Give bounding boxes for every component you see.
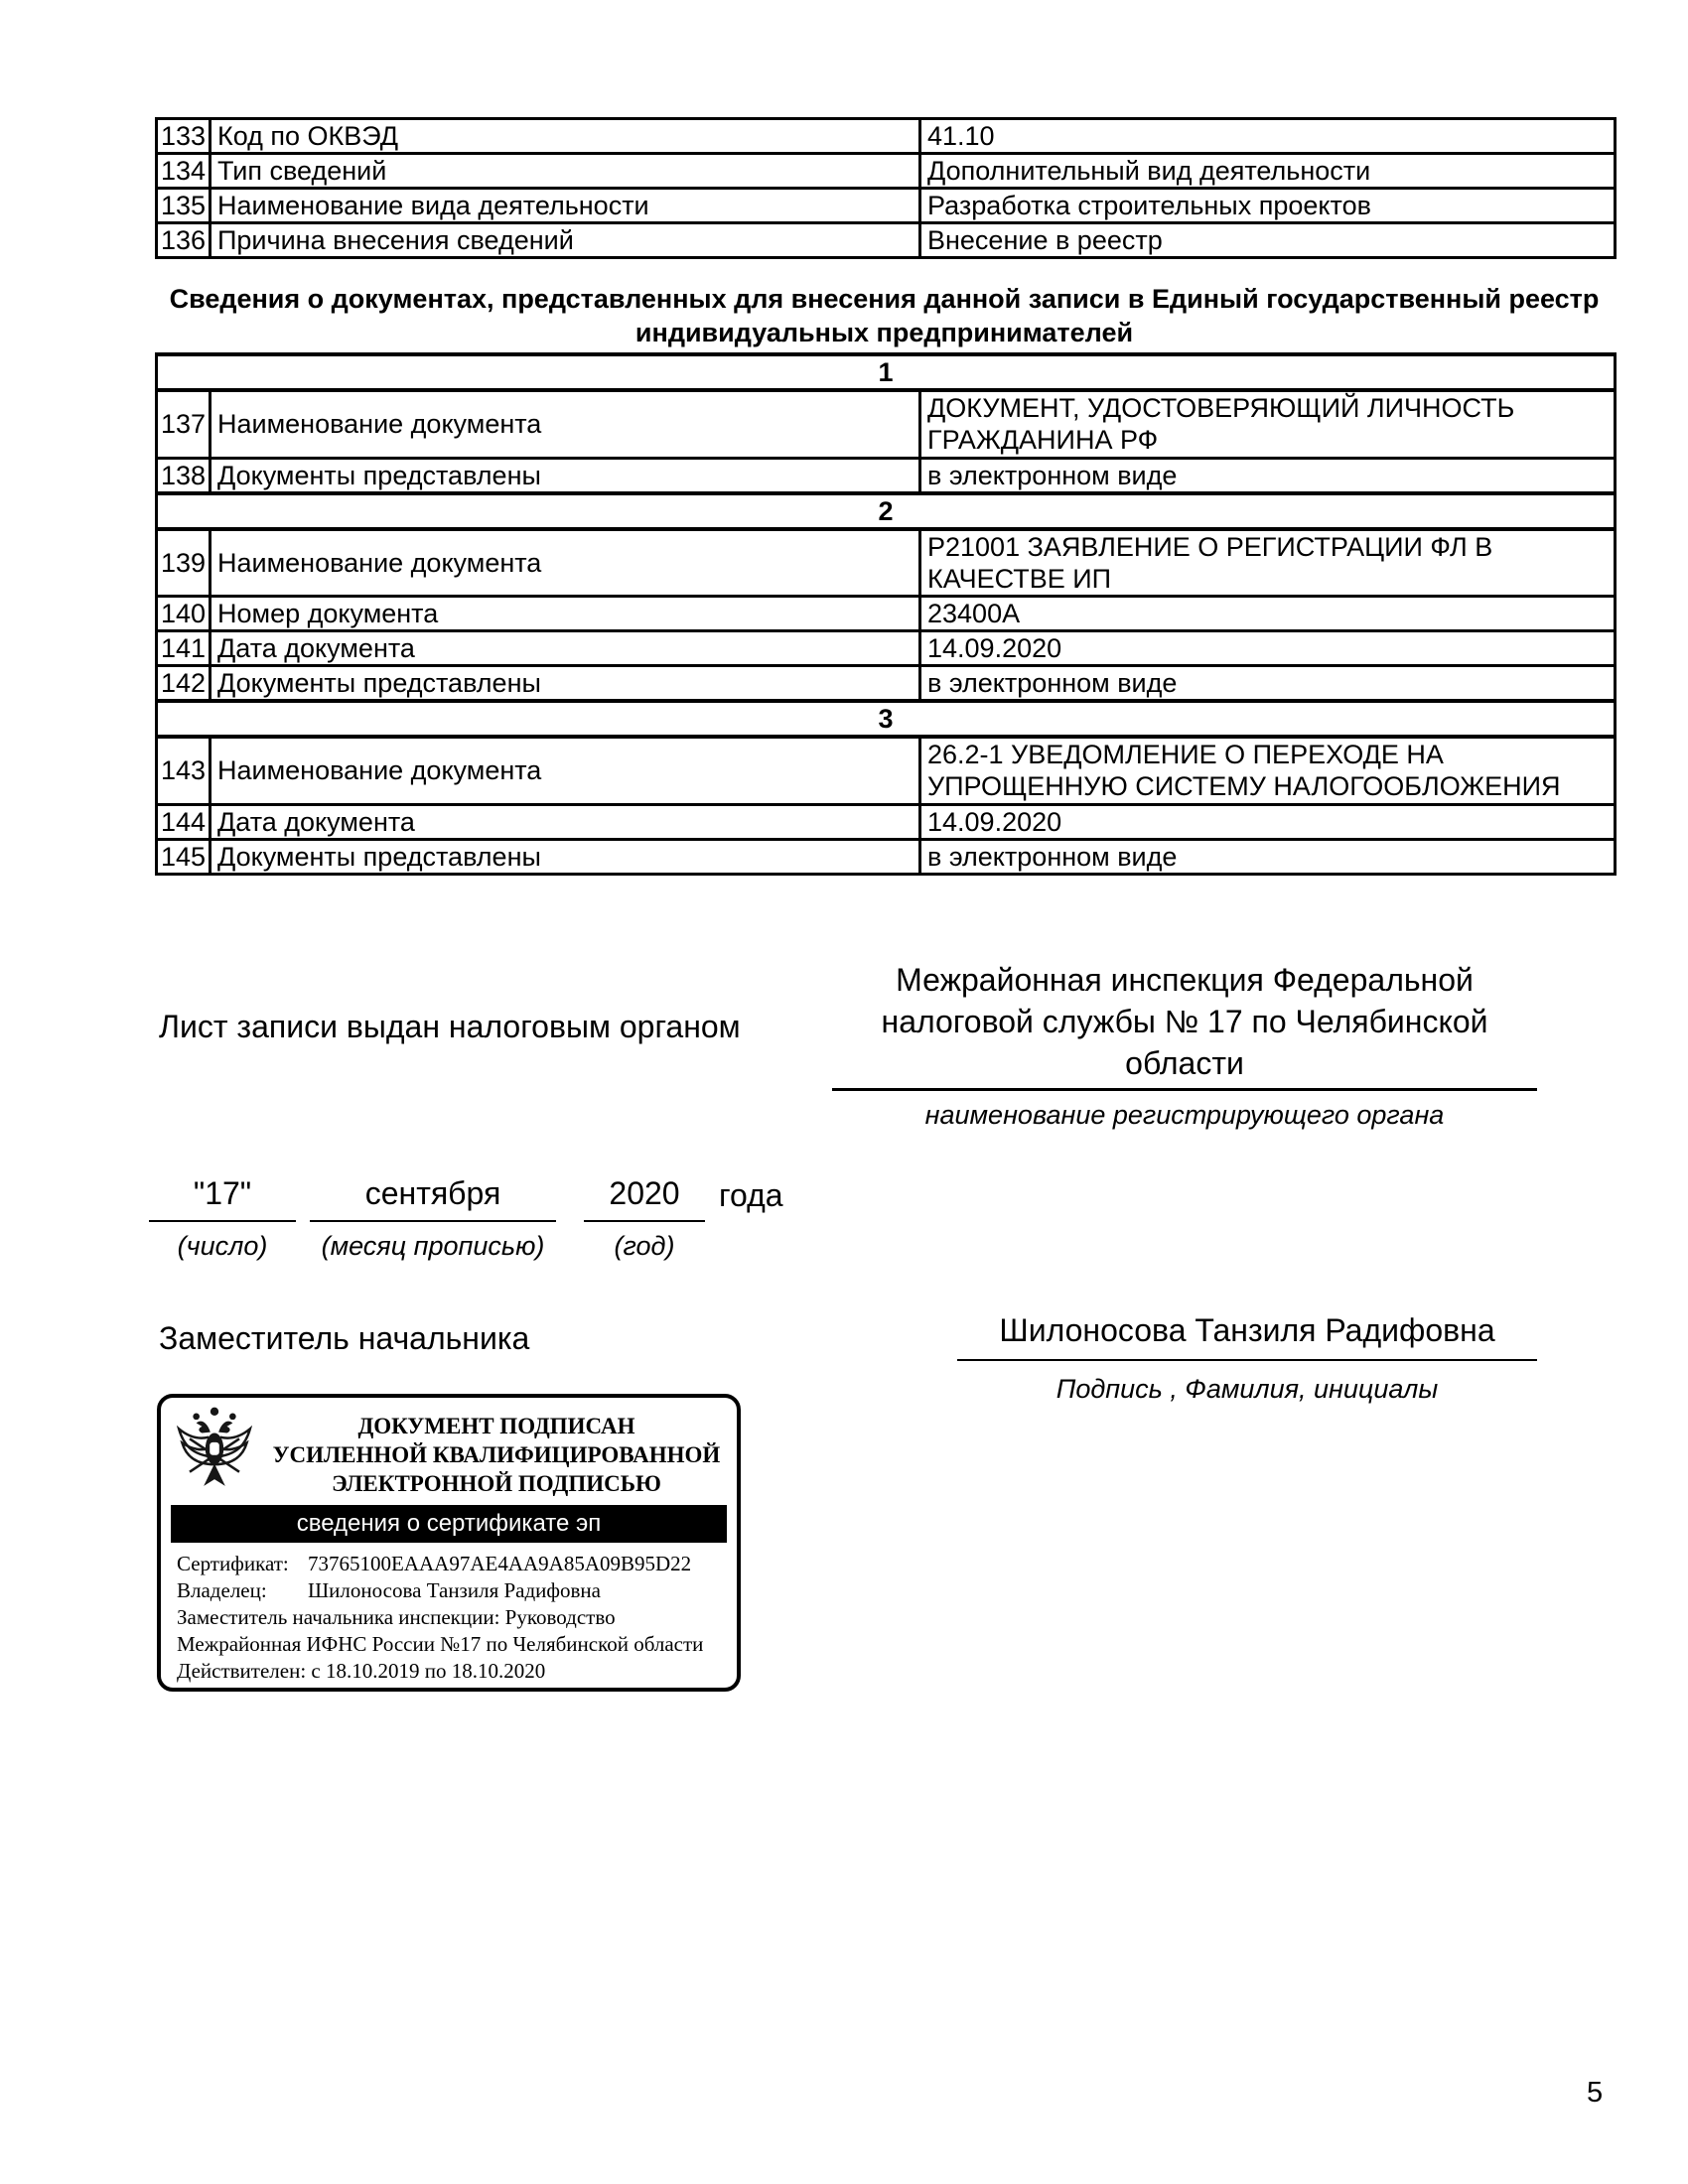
table-row: [157, 737, 1616, 804]
row-label: Документы представлены: [211, 666, 920, 702]
row-number: 141: [157, 631, 211, 666]
owner-authority-line: Межрайонная ИФНС России №17 по Челябинской области: [177, 1632, 704, 1656]
row-value: Дополнительный вид деятельности: [920, 154, 1616, 189]
row-label: Дата документа: [211, 631, 920, 666]
section-number: 1: [157, 354, 1616, 390]
row-number: 140: [157, 597, 211, 631]
row-label: Наименование документа: [211, 737, 920, 804]
stamp-title-line3: ЭЛЕКТРОННОЙ ПОДПИСЬЮ: [332, 1471, 661, 1496]
row-label: Дата документа: [211, 804, 920, 839]
electronic-signature-stamp: [157, 1394, 741, 1692]
date-day-caption: (число): [177, 1231, 268, 1261]
section-number: 3: [157, 701, 1616, 737]
signer-name: Шилоносова Танзиля Радифовна: [957, 1312, 1537, 1361]
section-header-row: [157, 701, 1616, 737]
row-value: 14.09.2020: [920, 804, 1616, 839]
row-number: 139: [157, 529, 211, 597]
row-value: Внесение в реестр: [920, 223, 1616, 258]
table-row: [157, 529, 1616, 597]
row-number: 134: [157, 154, 211, 189]
certificate-details: [177, 1551, 731, 1685]
certificate-info-bar: сведения о сертификате эп: [171, 1505, 727, 1543]
owner-position-line: Заместитель начальника инспекции: Руководство: [177, 1605, 616, 1629]
page-number: 5: [1587, 2077, 1604, 2109]
row-number: 136: [157, 223, 211, 258]
table-row: [157, 223, 1616, 258]
date-month: сентября: [310, 1175, 556, 1222]
owner-value: Шилоносова Танзиля Радифовна: [308, 1578, 601, 1602]
stamp-title: [262, 1412, 731, 1498]
table-row: [157, 189, 1616, 223]
row-label: Наименование документа: [211, 390, 920, 458]
section-header-row: [157, 354, 1616, 390]
row-number: 144: [157, 804, 211, 839]
date-year: 2020: [584, 1175, 705, 1222]
table-row: [157, 154, 1616, 189]
validity-value: с 18.10.2019 по 18.10.2020: [311, 1659, 546, 1683]
row-value: Р21001 ЗАЯВЛЕНИЕ О РЕГИСТРАЦИИ ФЛ В КАЧЕСТВЕ ИП: [920, 529, 1616, 597]
row-label: Документы представлены: [211, 458, 920, 493]
documents-table: [155, 352, 1617, 876]
owner-label: Владелец:: [177, 1578, 267, 1602]
date-year-suffix: года: [719, 1177, 783, 1213]
row-value: ДОКУМЕНТ, УДОСТОВЕРЯЮЩИЙ ЛИЧНОСТЬ ГРАЖДАНИНА РФ: [920, 390, 1616, 458]
row-value: 14.09.2020: [920, 631, 1616, 666]
row-value: в электронном виде: [920, 458, 1616, 493]
date-month-caption: (месяц прописью): [321, 1231, 545, 1261]
table-row: [157, 458, 1616, 493]
row-value: 23400А: [920, 597, 1616, 631]
date-day: "17": [149, 1175, 296, 1222]
table-row: [157, 119, 1616, 154]
table-row: [157, 631, 1616, 666]
issued-by-text: Лист записи выдан налоговым органом: [159, 1009, 741, 1044]
row-number: 143: [157, 737, 211, 804]
registering-authority-name: Межрайонная инспекция Федеральной налоговой службы № 17 по Челябинской области: [832, 959, 1537, 1091]
row-number: 135: [157, 189, 211, 223]
certificate-owner-line: [177, 1577, 731, 1604]
row-number: 142: [157, 666, 211, 702]
row-label: Тип сведений: [211, 154, 920, 189]
certificate-number-line: [177, 1551, 731, 1577]
row-value: 41.10: [920, 119, 1616, 154]
row-number: 138: [157, 458, 211, 493]
section-number: 2: [157, 493, 1616, 529]
row-label: Номер документа: [211, 597, 920, 631]
row-value: в электронном виде: [920, 666, 1616, 702]
table-row: [157, 666, 1616, 702]
stamp-title-line1: ДОКУМЕНТ ПОДПИСАН: [357, 1414, 635, 1438]
certificate-label: Сертификат:: [177, 1552, 289, 1575]
row-value: 26.2-1 УВЕДОМЛЕНИЕ О ПЕРЕХОДЕ НА УПРОЩЕННУЮ СИСТЕМУ НАЛОГООБЛОЖЕНИЯ: [920, 737, 1616, 804]
table-row: [157, 839, 1616, 874]
row-label: Причина внесения сведений: [211, 223, 920, 258]
validity-label: Действителен:: [177, 1659, 307, 1683]
russian-coat-of-arms-icon: [173, 1406, 256, 1505]
row-label: Документы представлены: [211, 839, 920, 874]
row-value: в электронном виде: [920, 839, 1616, 874]
table-row: [157, 390, 1616, 458]
signer-position: Заместитель начальника: [159, 1320, 530, 1356]
certificate-value: 73765100EAAA97AE4AA9A85A09B95D22: [308, 1552, 692, 1575]
row-number: 133: [157, 119, 211, 154]
row-label: Наименование документа: [211, 529, 920, 597]
date-year-caption: (год): [614, 1231, 675, 1261]
registering-authority-caption: наименование регистрирующего органа: [924, 1100, 1445, 1130]
section-header-row: [157, 493, 1616, 529]
stamp-title-line2: УСИЛЕННОЙ КВАЛИФИЦИРОВАННОЙ: [272, 1442, 721, 1467]
okved-table: [155, 117, 1617, 259]
row-label: Код по ОКВЭД: [211, 119, 920, 154]
documents-section-heading: Сведения о документах, представленных для внесения данной записи в Единый государственный реестр индивидуальных предпринимателей: [169, 284, 1600, 347]
signature-caption: Подпись , Фамилия, инициалы: [1055, 1374, 1439, 1404]
row-label: Наименование вида деятельности: [211, 189, 920, 223]
certificate-validity-line: [177, 1658, 731, 1685]
row-number: 145: [157, 839, 211, 874]
table-row: [157, 804, 1616, 839]
row-value: Разработка строительных проектов: [920, 189, 1616, 223]
table-row: [157, 597, 1616, 631]
row-number: 137: [157, 390, 211, 458]
